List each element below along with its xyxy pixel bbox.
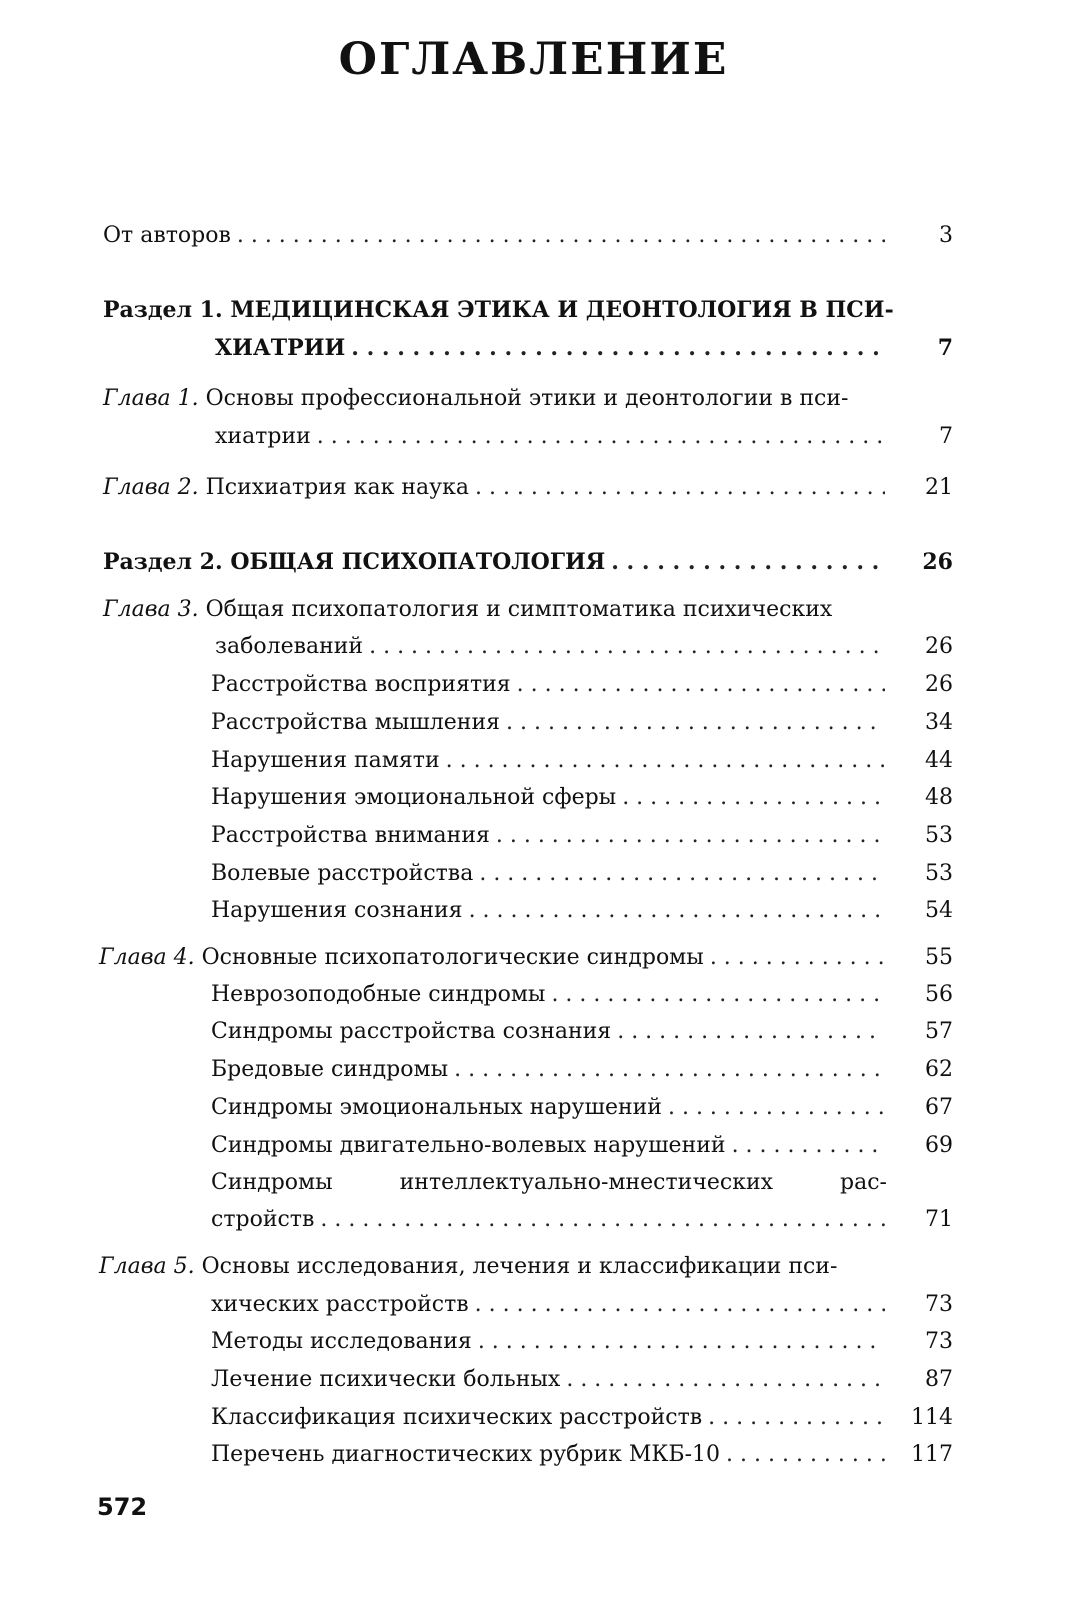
leader-dots <box>726 1440 885 1470</box>
subentry-text: Методы исследования <box>211 1329 472 1354</box>
leader-dots <box>317 422 885 452</box>
leader-dots <box>710 943 885 973</box>
toc-subentry <box>211 670 953 700</box>
leader-dots <box>469 896 885 926</box>
chapter-title-cont: хиатрии <box>215 424 311 449</box>
section-title: ОБЩАЯ ПСИХОПАТОЛОГИЯ <box>230 549 606 575</box>
toc-subentry <box>211 708 953 738</box>
toc-chapter-5-line2 <box>211 1290 953 1320</box>
subentry-text: Расстройства восприятия <box>211 672 511 697</box>
page-title: ОГЛАВЛЕНИЕ <box>338 34 729 85</box>
leader-dots <box>551 980 885 1010</box>
toc-entry-text: От авторов <box>103 223 231 248</box>
subentry-word: интеллектуально-мнестических <box>399 1170 774 1195</box>
section-label: Раздел 2. <box>103 549 223 575</box>
toc-page-number: 62 <box>925 1057 953 1082</box>
subentry-text: Неврозоподобные синдромы <box>211 982 546 1007</box>
toc-page-number: 55 <box>925 945 953 970</box>
subentry-text: Синдромы двигательно-волевых нарушений <box>211 1133 726 1158</box>
toc-subentry <box>211 896 953 926</box>
chapter-title: Общая психопатология и симптоматика психических <box>205 597 833 622</box>
toc-chapter-3-line2 <box>215 632 953 662</box>
leader-dots <box>351 333 885 363</box>
subentry-text: Лечение психически больных <box>211 1367 561 1392</box>
subentry-text: Нарушения памяти <box>211 748 440 773</box>
toc-page-number: 7 <box>937 335 953 361</box>
toc-section-2 <box>103 547 953 577</box>
chapter-title: Основы исследования, лечения и классификации пси- <box>201 1254 838 1279</box>
chapter-label: Глава 3. <box>103 597 199 622</box>
leader-dots <box>446 746 885 776</box>
chapter-entry <box>103 473 469 503</box>
toc-subentry <box>211 1440 953 1470</box>
leader-dots <box>622 783 885 813</box>
subentry-text: Волевые расстройства <box>211 861 474 886</box>
subentry-text-cont: стройств <box>211 1207 315 1232</box>
toc-subentry <box>211 1403 953 1433</box>
toc-page-number: 26 <box>922 549 953 575</box>
leader-dots <box>478 1327 885 1357</box>
leader-dots <box>506 708 885 738</box>
toc-subentry <box>211 980 953 1010</box>
toc-page-number: 21 <box>925 475 953 500</box>
toc-page-number: 73 <box>925 1292 953 1317</box>
toc-chapter-1-line2 <box>215 422 953 452</box>
toc-page-number: 56 <box>925 982 953 1007</box>
subentry-text: Перечень диагностических рубрик МКБ-10 <box>211 1442 721 1467</box>
subentry-text: Расстройства внимания <box>211 823 490 848</box>
toc-page-number: 44 <box>925 748 953 773</box>
leader-dots <box>475 1290 885 1320</box>
toc-subentry <box>211 1093 953 1123</box>
subentry-text: Нарушения эмоциональной сферы <box>211 785 617 810</box>
chapter-label: Глава 1. <box>103 386 199 411</box>
chapter-label: Глава 5. <box>99 1254 195 1279</box>
toc-subentry-wrapped-line2 <box>211 1205 953 1235</box>
toc-page-number: 71 <box>925 1207 953 1232</box>
subentry-word: Синдромы <box>211 1170 333 1195</box>
toc-page-number: 3 <box>939 223 953 248</box>
toc-subentry <box>211 746 953 776</box>
section-title-cont: ХИАТРИИ <box>215 335 346 361</box>
leader-dots <box>517 670 885 700</box>
subentry-word: рас- <box>840 1170 887 1195</box>
toc-page-number: 73 <box>925 1329 953 1354</box>
toc-page-number: 57 <box>925 1019 953 1044</box>
leader-dots <box>732 1131 885 1161</box>
leader-dots <box>237 221 885 251</box>
chapter-entry <box>99 943 704 973</box>
leader-dots <box>566 1365 885 1395</box>
toc-chapter-5-line1 <box>99 1252 837 1282</box>
leader-dots <box>369 632 885 662</box>
subentry-text: Бредовые синдромы <box>211 1057 449 1082</box>
toc-subentry <box>211 1365 953 1395</box>
toc-subentry <box>211 821 953 851</box>
leader-dots <box>611 547 885 577</box>
toc-chapter-2 <box>103 473 953 503</box>
toc-page-number: 26 <box>925 672 953 697</box>
toc-chapter-3-line1 <box>103 595 832 625</box>
toc-subentry <box>211 1017 953 1047</box>
leader-dots <box>475 473 885 503</box>
toc-page-number: 69 <box>925 1133 953 1158</box>
chapter-title: Основы профессиональной этики и деонтологии в пси- <box>205 386 849 411</box>
leader-dots <box>617 1017 885 1047</box>
toc-page-number: 114 <box>911 1405 953 1430</box>
toc-page-number: 87 <box>925 1367 953 1392</box>
section-title: МЕДИЦИНСКАЯ ЭТИКА И ДЕОНТОЛОГИЯ В ПСИ- <box>230 297 894 323</box>
toc-page-number: 7 <box>939 424 953 449</box>
toc-subentry <box>211 783 953 813</box>
leader-dots <box>668 1093 885 1123</box>
chapter-label: Глава 2. <box>103 475 199 500</box>
toc-subentry <box>211 859 953 889</box>
toc-section-1-line2 <box>215 333 953 363</box>
toc-subentry <box>211 1327 953 1357</box>
toc-page-number: 67 <box>925 1095 953 1120</box>
section-entry <box>103 547 605 577</box>
toc-page-number: 53 <box>925 861 953 886</box>
toc-subentry <box>211 1131 953 1161</box>
leader-dots <box>708 1403 885 1433</box>
toc-chapter-1-line1 <box>103 384 848 414</box>
toc-page-number: 26 <box>925 634 953 659</box>
subentry-text: Синдромы расстройства сознания <box>211 1019 612 1044</box>
toc-chapter-4 <box>99 943 953 973</box>
toc-subentry-wrapped-line1 <box>211 1168 887 1198</box>
section-label: Раздел 1. <box>103 297 223 323</box>
subentry-text: Классификация психических расстройств <box>211 1405 703 1430</box>
leader-dots <box>320 1205 885 1235</box>
toc-page-number: 34 <box>925 710 953 735</box>
toc-page-number: 48 <box>925 785 953 810</box>
toc-section-1-line1 <box>103 295 894 325</box>
toc-entry-preface <box>103 221 953 251</box>
toc-page-number: 53 <box>925 823 953 848</box>
leader-dots <box>479 859 885 889</box>
toc-page-number: 54 <box>925 898 953 923</box>
toc-subentry <box>211 1055 953 1085</box>
chapter-title-cont: заболеваний <box>215 634 364 659</box>
chapter-title-cont: хических расстройств <box>211 1292 469 1317</box>
subentry-text: Расстройства мышления <box>211 710 500 735</box>
subentry-text: Нарушения сознания <box>211 898 463 923</box>
folio-page-number: 572 <box>97 1493 148 1521</box>
subentry-text: Синдромы эмоциональных нарушений <box>211 1095 662 1120</box>
leader-dots <box>496 821 885 851</box>
chapter-title: Психиатрия как наука <box>205 475 469 500</box>
leader-dots <box>454 1055 885 1085</box>
chapter-label: Глава 4. <box>99 945 195 970</box>
toc-page-number: 117 <box>911 1442 953 1467</box>
chapter-title: Основные психопатологические синдромы <box>201 945 704 970</box>
